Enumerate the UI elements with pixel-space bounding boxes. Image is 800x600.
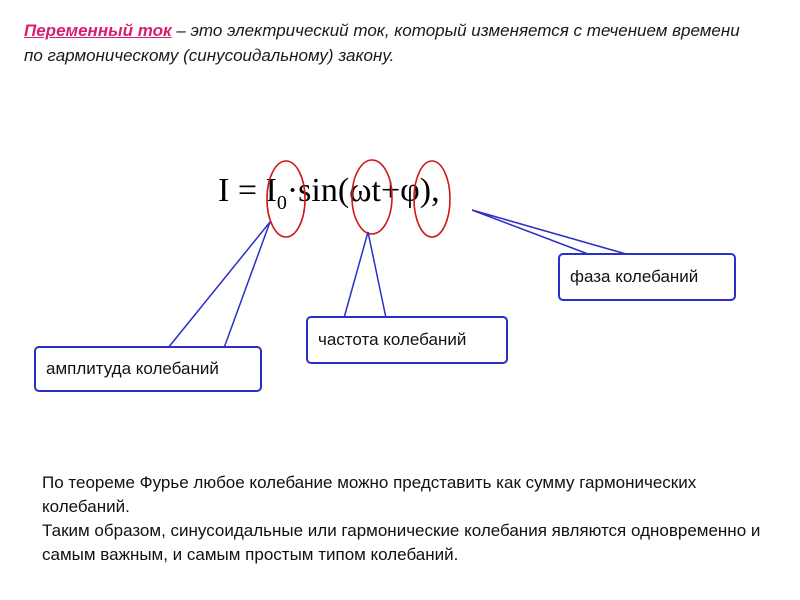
phase-callout — [558, 253, 736, 301]
amplitude-callout — [34, 346, 262, 392]
phase-pointer — [472, 210, 626, 254]
amplitude-pointer — [168, 222, 270, 348]
formula-lhs: I = I — [218, 172, 277, 209]
note-line-2: Таким образом, синусоидальные или гармонические колебания являются одновременно и самым важным, и самым простым типом колебаний. — [42, 521, 761, 564]
frequency-pointer — [344, 232, 386, 318]
formula-rhs: ·sin(ωt+φ), — [286, 172, 440, 209]
frequency-callout — [306, 316, 508, 364]
frequency-label: частота колебаний — [318, 330, 467, 349]
definition-term: Переменный ток — [24, 21, 172, 40]
phase-label: фаза колебаний — [570, 267, 699, 286]
definition-paragraph — [24, 18, 744, 68]
definition-text: – это электрический ток, который изменяется с течением времени по гармоническому (синусоидальному) закону. — [24, 21, 740, 65]
formula-subscript: 0 — [276, 192, 287, 214]
note-line-1: По теореме Фурье любое колебание можно представить как сумму гармонических колебаний. — [42, 473, 697, 516]
amplitude-label: амплитуда колебаний — [46, 359, 219, 378]
fourier-note — [42, 471, 762, 567]
formula — [218, 172, 440, 214]
